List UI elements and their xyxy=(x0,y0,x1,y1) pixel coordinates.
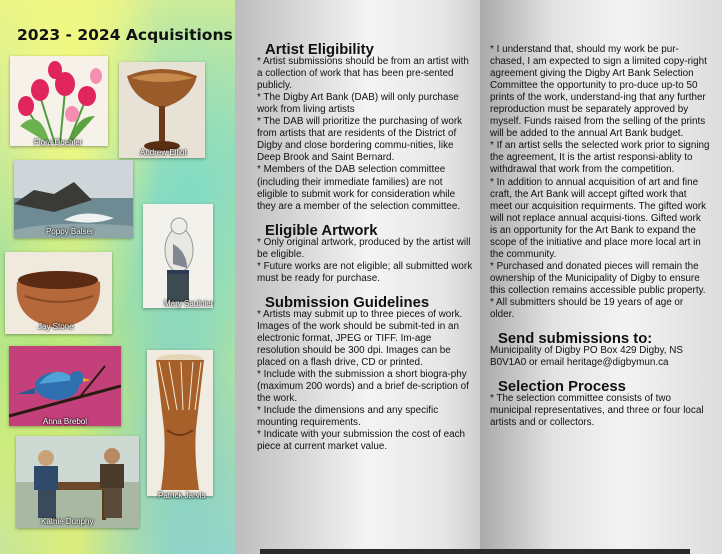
seagull-painting xyxy=(143,204,213,308)
figures-painting xyxy=(16,436,139,528)
middle-text-column xyxy=(257,44,475,454)
selection-process-heading: Selection Process xyxy=(498,379,626,396)
terms-paragraph: * In addition to annual acquisition of art and fine craft, the Art Bank will accept gifted work that meet our acquisition requirments. The gifted work will not replace annual acquisi-tions. Gifted work is an opportunity for the Art Bank to expand the scope of the initiative and place more local art in the community. xyxy=(490,176,707,260)
terms-paragraph: * I understand that, should my work be pur-chased, I am expected to sign a limited copy-right agreement giving the Digby Art Bank Selection Committee the opportunity to pro-duce up-to 50 prints of the work, understand-ing that any further reproduction must be separately approved by myself. Funds raised from the selling of the prints will be added to the annual Art Bank budget. xyxy=(490,44,707,140)
drum-photo xyxy=(147,350,213,496)
panel-title: 2023 - 2024 Acquisitions xyxy=(17,26,233,44)
bottom-edge-strip xyxy=(260,549,690,554)
tulips-painting xyxy=(10,56,108,146)
guidelines-paragraph: * Artists may submit up to three pieces of work. Images of the work should be submit-ted in an electronic format, JPEG or TIFF. Im-age resolution should be 300 dpi. Images can be placed on a flash drive, CD or printed. xyxy=(257,308,463,369)
terms-paragraph: * All submitters should be 19 years of age or older. xyxy=(490,296,684,321)
guidelines-paragraph: * Include with the submission a short biogra-phy (maximum 200 words) and a brief de-scription of the work. xyxy=(257,369,469,405)
wooden-goblet-photo xyxy=(119,62,205,158)
eligibility-paragraph: * The DAB will prioritize the purchasing of work from artists that are residents of the District of Digby and close bordering commu-nities, like Deep Brook and Saint Bernard. xyxy=(257,116,463,164)
postal-and-email: B0V1A0 or email heritage@digbymun.ca xyxy=(490,357,669,369)
terms-paragraph: * Purchased and donated pieces will remain the ownership of the Municipality of Digby to ensure this collection remains accessible public property. xyxy=(490,260,706,296)
artist-caption: Flora Doehler xyxy=(34,138,83,147)
eligibility-panel xyxy=(235,0,480,554)
eligibility-paragraph: * Artist submissions should be from an artist with a collection of work that has been pre-sented publicly. xyxy=(257,56,469,92)
send-heading-text: Send submissions to xyxy=(498,331,648,348)
artist-caption: Mary Saulnier xyxy=(164,299,214,308)
artist-caption: Poppy Balser xyxy=(46,227,94,236)
guidelines-paragraph: * Include the dimensions and any specific mounting requirements. xyxy=(257,405,439,429)
artwork-paragraph: * Future works are not eligible; all submitted work must be ready for purchase. xyxy=(257,260,473,284)
art-collage-panel xyxy=(0,0,235,554)
bird-painting xyxy=(9,346,121,426)
selection-paragraph: * The selection committee consists of two municipal representatives, and three or four local artists and or collectors. xyxy=(490,393,704,429)
send-submissions-heading: Send submissions to: xyxy=(498,331,653,348)
artist-caption: Anna Brebol xyxy=(43,417,88,426)
artist-caption: Kathie Dunphy xyxy=(41,517,94,526)
guidelines-paragraph: * Indicate with your submission the cost of each piece at current market value. xyxy=(257,429,466,453)
artist-caption: Andrew Elliot xyxy=(140,148,187,157)
eligibility-paragraph: * The Digby Art Bank (DAB) will only purchase work from living artists xyxy=(257,92,459,116)
artist-caption: Jay Stone xyxy=(38,322,74,331)
right-text-column xyxy=(490,44,710,429)
terms-paragraph: * If an artist sells the selected work prior to signing the agreement, It is the artist responsi-ablity to withdrawal that work from the competition. xyxy=(490,140,710,176)
eligibility-paragraph: * Members of the DAB selection committee (including their immediate families) are not eligible to submit work for consideration while they are a member of the selection committee. xyxy=(257,164,461,212)
artwork-paragraph: * Only original artwork, produced by the artist will be eligible. xyxy=(257,236,471,260)
eligible-artwork-heading: Eligible Artwork xyxy=(265,222,378,239)
terms-panel xyxy=(480,0,722,554)
eligibility-heading: Artist Eligibility xyxy=(265,42,374,58)
artist-caption: Patrick Jarvis xyxy=(158,491,206,500)
submission-guidelines-heading: Submission Guidelines xyxy=(265,294,430,311)
mailing-address: Municipality of Digby PO Box 429 Digby, NS xyxy=(490,345,684,357)
